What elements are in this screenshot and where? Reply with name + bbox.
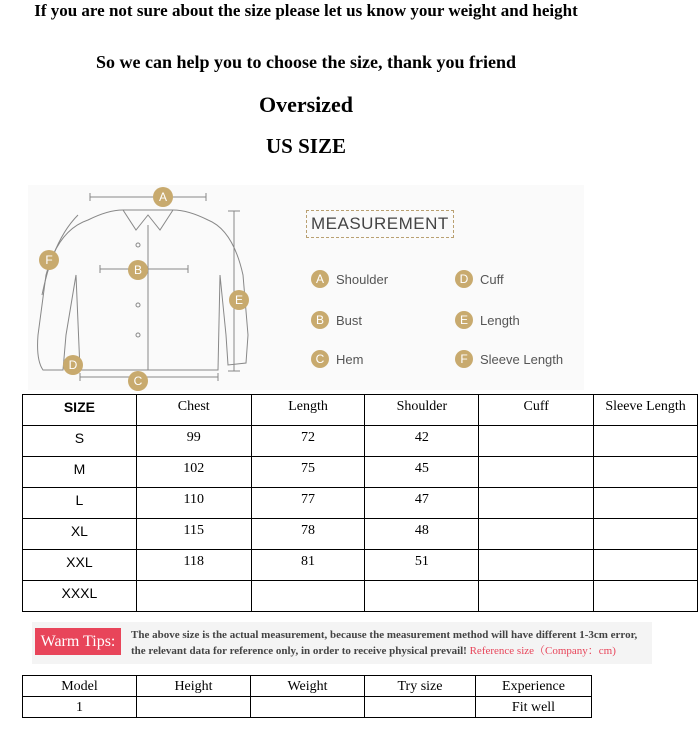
marker-f-icon: F (455, 350, 473, 368)
legend-shoulder (311, 270, 388, 288)
cell-length: 81 (251, 550, 365, 581)
legend-label: Bust (336, 312, 363, 328)
cell-length: 78 (251, 519, 365, 550)
cell-chest: 110 (136, 488, 251, 519)
marker-c-icon: C (311, 350, 329, 368)
cell-length: 75 (251, 457, 365, 488)
header-cuff: Cuff (479, 395, 594, 426)
cell-cuff (479, 581, 594, 612)
cell-experience: Fit well (476, 697, 592, 718)
cell-chest: 99 (136, 426, 251, 457)
size-chart-table (22, 394, 698, 612)
cell-cuff (479, 457, 594, 488)
cell-height (137, 697, 251, 718)
table-row (23, 457, 698, 488)
table-row (23, 550, 698, 581)
cell-shoulder: 47 (365, 488, 479, 519)
svg-text:E: E (234, 293, 244, 307)
table-row (23, 488, 698, 519)
warm-tips-text (131, 627, 637, 659)
cell-size: M (23, 457, 137, 488)
size-notice: If you are not sure about the size please let us know your weight and height (34, 1, 578, 20)
header-model: Model (23, 676, 137, 697)
svg-text:C: C (133, 374, 143, 388)
tips-line-2 (131, 643, 637, 659)
cell-chest (136, 581, 251, 612)
header-length: Length (251, 395, 365, 426)
marker-e-icon: E (455, 311, 473, 329)
cell-length: 72 (251, 426, 365, 457)
cell-sleeve-length (594, 581, 698, 612)
svg-text:A: A (158, 190, 168, 204)
cell-cuff (479, 519, 594, 550)
marker-a-icon: A (311, 270, 329, 288)
cell-size: XXL (23, 550, 137, 581)
help-notice: So we can help you to choose the size, thank you friend (95, 52, 517, 72)
header-height: Height (137, 676, 251, 697)
header-sleeve-length: Sleeve Length (594, 395, 698, 426)
cell-sleeve-length (594, 457, 698, 488)
cell-shoulder: 51 (365, 550, 479, 581)
header-try-size: Try size (365, 676, 476, 697)
legend-label: Sleeve Length (480, 351, 564, 367)
cell-cuff (479, 550, 594, 581)
svg-text:F: F (45, 253, 53, 267)
cell-shoulder: 42 (365, 426, 479, 457)
tips-line-1: The above size is the actual measurement, because the measurement method will have different 1-3cm error, (131, 629, 638, 641)
cell-weight (251, 697, 365, 718)
cell-cuff (479, 426, 594, 457)
cell-length (251, 581, 365, 612)
cell-size: XXXL (23, 581, 137, 612)
measurement-title: MEASUREMENT (306, 210, 454, 238)
model-try-on-table (22, 675, 592, 718)
warm-tips-badge: Warm Tips: (35, 628, 121, 655)
region-title: US SIZE (266, 134, 346, 158)
cell-shoulder: 45 (365, 457, 479, 488)
svg-text:D: D (68, 358, 78, 372)
marker-b-icon: B (311, 311, 329, 329)
cell-cuff (479, 488, 594, 519)
cell-shoulder: 48 (365, 519, 479, 550)
tips-line-2-text: the relevant data for reference only, in order to receive physical prevail! (131, 645, 467, 657)
table-row (23, 519, 698, 550)
legend-length (455, 311, 520, 329)
tips-reference-note: Reference size（Company：cm) (469, 645, 616, 657)
cell-sleeve-length (594, 426, 698, 457)
header-experience: Experience (476, 676, 592, 697)
cell-sleeve-length (594, 488, 698, 519)
cell-size: S (23, 426, 137, 457)
cell-sleeve-length (594, 519, 698, 550)
legend-label: Shoulder (336, 271, 389, 287)
marker-d-icon: D (455, 270, 473, 288)
cell-chest: 115 (136, 519, 251, 550)
legend-hem (311, 350, 363, 368)
shirt-illustration (28, 185, 288, 395)
cell-size: XL (23, 519, 137, 550)
cell-length: 77 (251, 488, 365, 519)
cell-try-size (365, 697, 476, 718)
cell-chest: 118 (136, 550, 251, 581)
legend-cuff (455, 270, 504, 288)
fit-title: Oversized (258, 92, 354, 117)
header-chest: Chest (136, 395, 251, 426)
header-shoulder: Shoulder (365, 395, 479, 426)
legend-label: Cuff (480, 271, 504, 287)
table-row (23, 581, 698, 612)
table-row (23, 697, 592, 718)
header-weight: Weight (251, 676, 365, 697)
legend-label: Hem (336, 351, 364, 367)
cell-model: 1 (23, 697, 137, 718)
svg-text:B: B (133, 263, 143, 277)
legend-label: Length (480, 312, 520, 328)
table-row (23, 426, 698, 457)
table-header-row (23, 676, 592, 697)
cell-chest: 102 (136, 457, 251, 488)
cell-sleeve-length (594, 550, 698, 581)
table-header-row (23, 395, 698, 426)
legend-sleeve-length (455, 350, 563, 368)
cell-shoulder (365, 581, 479, 612)
header-size: SIZE (23, 395, 137, 426)
legend-bust (311, 311, 362, 329)
cell-size: L (23, 488, 137, 519)
